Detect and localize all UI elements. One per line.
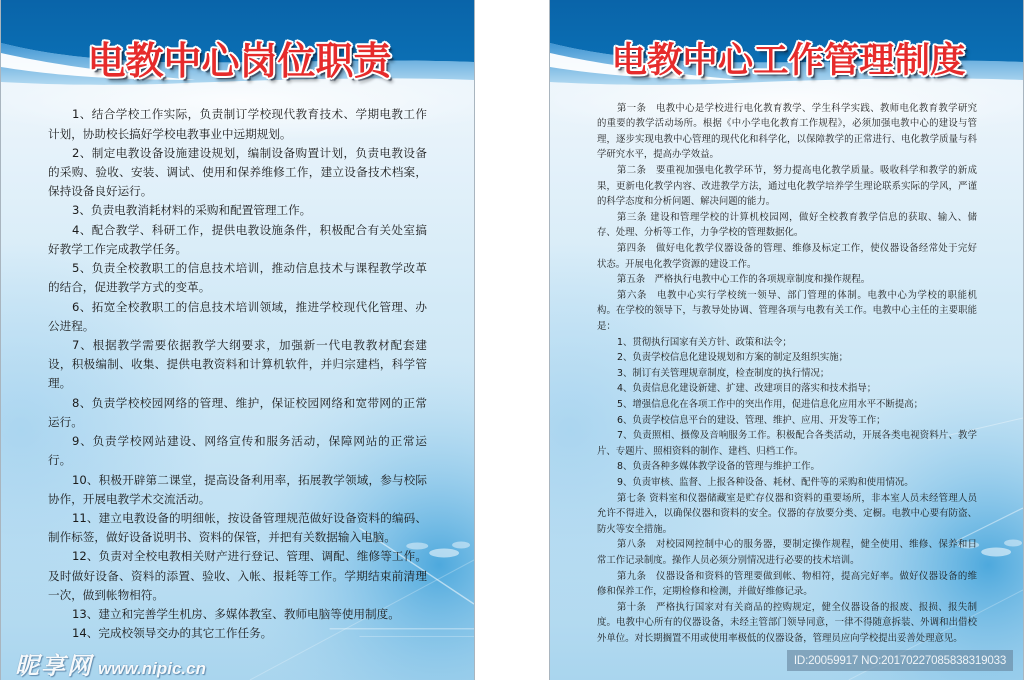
text-line: 第五条 严格执行电教中心工作的各项规章制度和操作规程。 xyxy=(617,274,871,286)
poster-title: 电教中心工作管理制度 xyxy=(611,40,966,81)
text-line: 8、负责学校校园网络的管理、维护，保证校园网络和宽带网的正常 xyxy=(72,395,427,410)
text-line: 7、根据教学需要依据教学大纲要求，加强新一代电教教材配套建 xyxy=(72,338,427,353)
text-line: 9、负责学校网站建设、网络宣传和服务活动，保障网站的正常运 xyxy=(72,434,427,449)
director-duty-item xyxy=(597,397,977,413)
rule-article xyxy=(597,101,977,163)
text-line: 3、制订有关管理规章制度，检查制度的执行情况； xyxy=(617,367,830,379)
text-line: 6、拓宽全校教职工的信息技术培训领域，推进学校现代化管理、办 xyxy=(72,299,427,314)
text-line: 片、专题片、照相资料的制作、建档、归档工作。 xyxy=(597,445,804,457)
rule-article xyxy=(597,272,977,288)
duty-item xyxy=(48,509,427,547)
duty-item xyxy=(48,259,427,297)
text-line: 的重要的教学活动场所。根据《中小学电化教育工作规程》，必须加强电教中心的建设与管 xyxy=(597,118,977,130)
text-line: 运行。 xyxy=(48,414,83,429)
text-line: 1、贯彻执行国家有关方针、政策和法令； xyxy=(617,336,792,348)
watermark xyxy=(15,646,206,681)
text-line: 的结合，促进教学方式的变革。 xyxy=(48,280,211,295)
director-duty-item xyxy=(597,381,977,397)
text-line: 第七条 资料室和仪器储藏室是贮存仪器和资料的重要场所，非本室人员未经管理人员 xyxy=(617,492,977,504)
text-line: 12、负责对全校电教相关财产进行登记、管理、调配、维修等工作。 xyxy=(72,549,427,564)
director-duty-item xyxy=(597,475,977,491)
director-duty-item xyxy=(597,335,977,351)
text-line: 的采购、验收、安装、调试、使用和保养维修工作，建立设备技术档案， xyxy=(48,165,427,180)
text-line: 构。在学校的领导下，与教导处协调、管理各项与电教有关工作。电教中心主任的主要职能 xyxy=(597,305,977,317)
text-line: 协作，开展电教学术交流活动。 xyxy=(48,491,211,506)
director-duty-item xyxy=(597,413,977,429)
text-line: 果，更新电化教学内容、改进教学方法，通过电化教学培养学生理论联系实际的学风，严谨 xyxy=(597,180,977,192)
text-line: 公进程。 xyxy=(48,318,95,333)
rules-list xyxy=(597,101,977,647)
text-line: 是： xyxy=(597,321,616,332)
rule-article xyxy=(597,210,977,241)
text-line: 保持设备良好运行。 xyxy=(48,184,153,199)
text-line: 2、负责学校信息化建设规划和方案的制定及组织实施； xyxy=(617,352,848,364)
duty-item xyxy=(48,144,427,202)
rule-article xyxy=(597,600,977,647)
duty-item xyxy=(48,547,427,605)
text-line: 4、配合教学、科研工作，提供电教设施条件，积极配合有关处室搞 xyxy=(72,222,427,237)
text-line: 第四条 做好电化教学仪器设备的管理、维修及标定工作，使仪器设备经常处于完好 xyxy=(617,243,977,255)
text-line: 第六条 电教中心实行学校统一领导、部门管理的体制。电教中心为学校的职能机 xyxy=(617,289,977,301)
text-line: 3、负责电教消耗材料的采购和配置管理工作。 xyxy=(72,203,312,218)
rule-article xyxy=(597,537,977,568)
text-line: 1、结合学校工作实际，负责制订学校现代教育技术、学期电教工作 xyxy=(72,107,427,122)
rule-article xyxy=(597,569,977,600)
text-line: 4、负责信息化建设新建、扩建、改建项目的落实和技术指导； xyxy=(617,383,877,395)
director-duty-item xyxy=(597,350,977,366)
text-line: 第九条 仪器设备和资料的管理要做到帐、物相符，提高完好率。做好仪器设备的维 xyxy=(617,570,977,582)
duty-item xyxy=(48,105,427,143)
duty-item xyxy=(48,221,427,259)
duties-poster-panel xyxy=(0,0,475,680)
duties-list xyxy=(48,105,427,643)
text-line: 允许不得进入，以确保仪器和资料的安全。仪器的存放要分类、定橱。电教中心要有防盗、 xyxy=(597,508,977,520)
poster-title: 电教中心岗位职责 xyxy=(87,39,392,83)
duty-item xyxy=(48,605,427,624)
text-line: 10、积极开辟第二课堂，提高设备利用率，拓展教学领域，参与校际 xyxy=(72,472,427,487)
text-line: 学研究水平，提高办学效益。 xyxy=(597,149,719,161)
text-line: 度。电教中心所有的仪器设备，未经主管部门领导同意，一律不得随意拆装、外调和出借校 xyxy=(597,617,977,629)
watermark-logo: 昵享网 xyxy=(15,652,93,680)
text-line: 制作标签，做好设备说明书、资料的保管，并把有关数据输入电脑。 xyxy=(48,530,396,545)
text-line: 第十条 严格执行国家对有关商品的控购规定，健全仪器设备的报废、报损、报失制 xyxy=(617,601,977,613)
text-line: 14、完成校领导交办的其它工作任务。 xyxy=(72,626,273,641)
duty-item xyxy=(48,624,427,643)
image-id-badge: ID:20059917 NO:20170227085838319033 xyxy=(787,650,1013,671)
text-line: 外单位。对长期搁置不用或使用率极低的仪器设备，管理员应向学校提出妥善处理意见。 xyxy=(597,632,963,644)
text-line: 防火等安全措施。 xyxy=(597,523,673,535)
text-line: 好教学工作完成教学任务。 xyxy=(48,241,188,256)
text-line: 6、负责学校信息平台的建设、管理、维护、应用、开发等工作； xyxy=(617,414,886,426)
rule-article xyxy=(597,163,977,210)
text-line: 计划，协助校长搞好学校电教事业中远期规划。 xyxy=(48,126,292,141)
duty-item xyxy=(48,432,427,470)
text-line: 理，逐步实现电教中心管理的现代化和科学化，以保障教学的正常进行、电化教学质量与科 xyxy=(597,133,977,145)
director-duty-item xyxy=(597,459,977,475)
text-line: 一次，做到帐物相符。 xyxy=(48,587,164,602)
text-line: 第二条 要重视加强电化教学环节，努力提高电化教学质量。吸收科学和教学的新成 xyxy=(617,165,977,177)
rule-article xyxy=(597,491,977,538)
text-line: 存、处理、分析等工作，力争学校的管理数据化。 xyxy=(597,227,804,239)
text-line: 状态。开展电化教学资源的建设工作。 xyxy=(597,258,757,270)
text-line: 5、增强信息化在各项工作中的突出作用，促进信息化应用水平不断提高； xyxy=(617,398,923,410)
text-line: 及时做好设备、资料的添置、验收、入帐、报耗等工作。学期结束前清理 xyxy=(48,568,427,583)
rule-article xyxy=(597,241,977,272)
text-line: 8、负责各种多媒体教学设备的管理与维护工作。 xyxy=(617,461,820,473)
rule-article xyxy=(597,288,977,335)
director-duty-item xyxy=(597,428,977,459)
text-line: 行。 xyxy=(48,453,72,468)
text-line: 理。 xyxy=(48,376,72,391)
text-line: 13、建立和完善学生机房、多媒体教室、教师电脑等使用制度。 xyxy=(72,607,400,622)
text-line: 11、建立电教设备的明细帐，按设备管理规范做好设备资料的编码、 xyxy=(72,510,427,525)
text-line: 5、负责全校教职工的信息技术培训，推动信息技术与课程教学改革 xyxy=(72,261,427,276)
duty-item xyxy=(48,471,427,509)
director-duty-item xyxy=(597,366,977,382)
text-line: 7、负责照相、摄像及音响服务工作。积极配合各类活动，开展各类电视资料片、教学 xyxy=(617,430,977,442)
text-line: 设，积极编制、收集、提供电教资料和计算机软件，并归宗建档，科学管 xyxy=(48,357,427,372)
text-line: 常工作记录制度。操作人员必须分别情况进行必要的技术培训。 xyxy=(597,554,860,566)
watermark-url: www.nipic.cn xyxy=(98,659,206,678)
text-line: 第一条 电教中心是学校进行电化教育教学、学生科学实践、教师电化教育教学研究 xyxy=(617,102,977,114)
text-line: 第三条 建设和管理学校的计算机校园网，做好全校教育教学信息的获取、输入、储 xyxy=(617,211,977,223)
text-line: 第八条 对校园网控制中心的服务器，要制定操作规程，健全使用、维修、保养和日 xyxy=(617,539,977,551)
duty-item xyxy=(48,298,427,336)
duty-item xyxy=(48,336,427,394)
text-line: 2、制定电教设备设施建设规划，编制设备购置计划，负责电教设备 xyxy=(72,145,427,160)
text-line: 的科学态度和分析问题、解决问题的能力。 xyxy=(597,196,776,208)
management-rules-panel xyxy=(549,0,1024,680)
duty-item xyxy=(48,201,427,220)
text-line: 修和保养工作，定期检修和检测，并做好维修记录。 xyxy=(597,586,813,598)
text-line: 9、负责审核、监督、上报各种设备、耗材、配件等的采购和使用情况。 xyxy=(617,476,914,488)
duty-item xyxy=(48,394,427,432)
